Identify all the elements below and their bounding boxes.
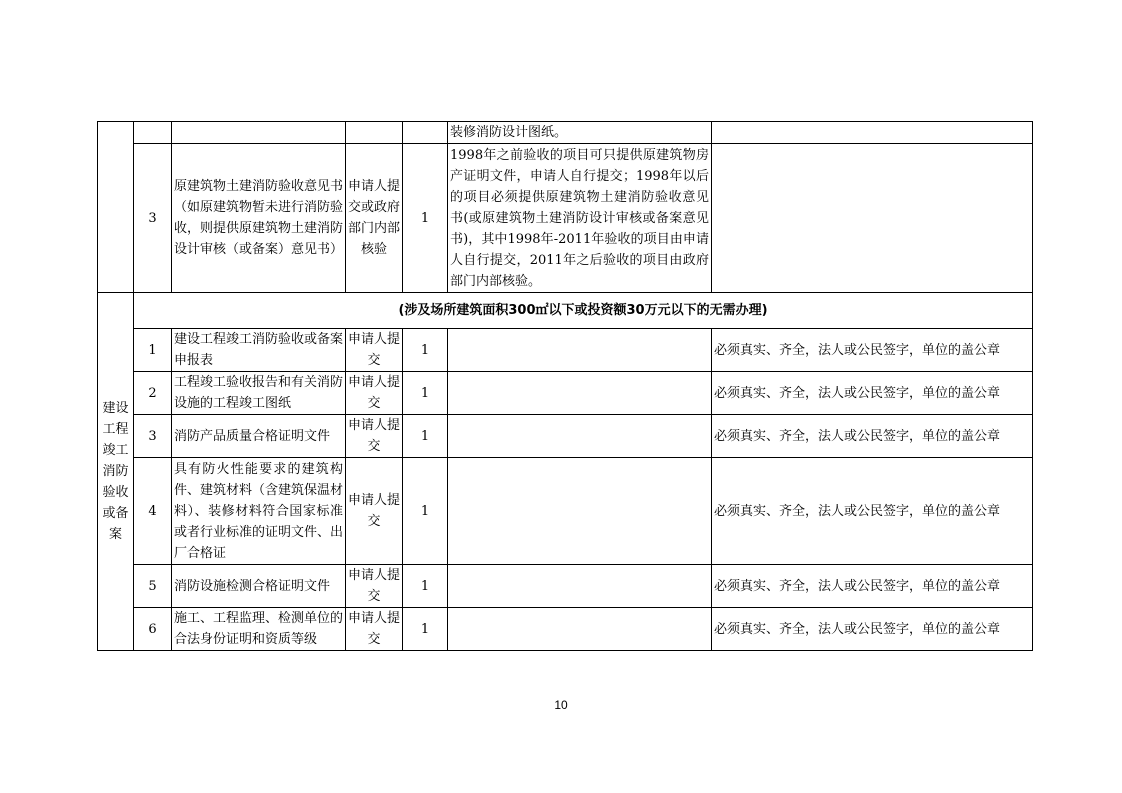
section-banner: (涉及场所建筑面积300㎡以下或投资额30万元以下的无需办理) bbox=[134, 293, 1033, 329]
copies-count: 1 bbox=[403, 415, 448, 458]
material-source: 申请人提交 bbox=[346, 565, 403, 608]
material-note: 装修消防设计图纸。 bbox=[448, 122, 712, 144]
section-title: 建设 工程 竣工 消防 验收 或备 案 bbox=[98, 293, 134, 651]
row-number: 2 bbox=[134, 372, 172, 415]
row-number bbox=[134, 122, 172, 144]
material-requirement: 必须真实、齐全，法人或公民签字，单位的盖公章 bbox=[712, 565, 1033, 608]
table-row bbox=[98, 565, 1033, 608]
table-row bbox=[98, 415, 1033, 458]
row-number: 4 bbox=[134, 458, 172, 565]
table-row bbox=[98, 608, 1033, 651]
material-source: 申请人提交 bbox=[346, 415, 403, 458]
table-row bbox=[98, 458, 1033, 565]
material-name: 具有防火性能要求的建筑构件、建筑材料（含建筑保温材料）、装修材料符合国家标准或者行业标准的证明文件、出厂合格证 bbox=[172, 458, 346, 565]
copies-count: 1 bbox=[403, 608, 448, 651]
row-number: 3 bbox=[134, 144, 172, 293]
copies-count: 1 bbox=[403, 565, 448, 608]
material-requirement: 必须真实、齐全，法人或公民签字，单位的盖公章 bbox=[712, 458, 1033, 565]
material-name: 消防设施检测合格证明文件 bbox=[172, 565, 346, 608]
material-name: 施工、工程监理、检测单位的合法身份证明和资质等级 bbox=[172, 608, 346, 651]
material-name: 工程竣工验收报告和有关消防设施的工程竣工图纸 bbox=[172, 372, 346, 415]
material-requirement bbox=[712, 122, 1033, 144]
row-number: 5 bbox=[134, 565, 172, 608]
material-source: 申请人提交或政府部门内部核验 bbox=[346, 144, 403, 293]
material-note bbox=[448, 608, 712, 651]
material-requirement: 必须真实、齐全，法人或公民签字，单位的盖公章 bbox=[712, 372, 1033, 415]
copies-count: 1 bbox=[403, 144, 448, 293]
material-note bbox=[448, 565, 712, 608]
copies-count bbox=[403, 122, 448, 144]
section-banner-row bbox=[98, 293, 1033, 329]
material-source: 申请人提交 bbox=[346, 608, 403, 651]
copies-count: 1 bbox=[403, 329, 448, 372]
table-row bbox=[98, 144, 1033, 293]
material-name: 原建筑物土建消防验收意见书（如原建筑物暂未进行消防验收，则提供原建筑物土建消防设计审核（或备案）意见书） bbox=[172, 144, 346, 293]
material-note bbox=[448, 329, 712, 372]
material-requirement: 必须真实、齐全，法人或公民签字，单位的盖公章 bbox=[712, 415, 1033, 458]
material-name: 消防产品质量合格证明文件 bbox=[172, 415, 346, 458]
page-number: 10 bbox=[554, 698, 568, 712]
row-number: 6 bbox=[134, 608, 172, 651]
material-source bbox=[346, 122, 403, 144]
material-note: 1998年之前验收的项目可只提供原建筑物房产证明文件，申请人自行提交；1998年以后的项目必须提供原建筑物土建消防验收意见书(或原建筑物土建消防设计审核或备案意见书)，其中1998年-2011年验收的项目由申请人自行提交，2011年之后验收的项目由政府部门内部核验。 bbox=[448, 144, 712, 293]
material-requirement: 必须真实、齐全，法人或公民签字，单位的盖公章 bbox=[712, 329, 1033, 372]
copies-count: 1 bbox=[403, 372, 448, 415]
material-name bbox=[172, 122, 346, 144]
material-source: 申请人提交 bbox=[346, 458, 403, 565]
table-row bbox=[98, 329, 1033, 372]
row-number: 3 bbox=[134, 415, 172, 458]
material-source: 申请人提交 bbox=[346, 372, 403, 415]
copies-count: 1 bbox=[403, 458, 448, 565]
material-note bbox=[448, 372, 712, 415]
material-source: 申请人提交 bbox=[346, 329, 403, 372]
requirements-table bbox=[97, 121, 1033, 651]
table-row bbox=[98, 372, 1033, 415]
row-number: 1 bbox=[134, 329, 172, 372]
material-requirement: 必须真实、齐全，法人或公民签字，单位的盖公章 bbox=[712, 608, 1033, 651]
material-note bbox=[448, 415, 712, 458]
material-name: 建设工程竣工消防验收或备案申报表 bbox=[172, 329, 346, 372]
previous-section-cell bbox=[98, 122, 134, 293]
table-row bbox=[98, 122, 1033, 144]
material-requirement bbox=[712, 144, 1033, 293]
material-note bbox=[448, 458, 712, 565]
